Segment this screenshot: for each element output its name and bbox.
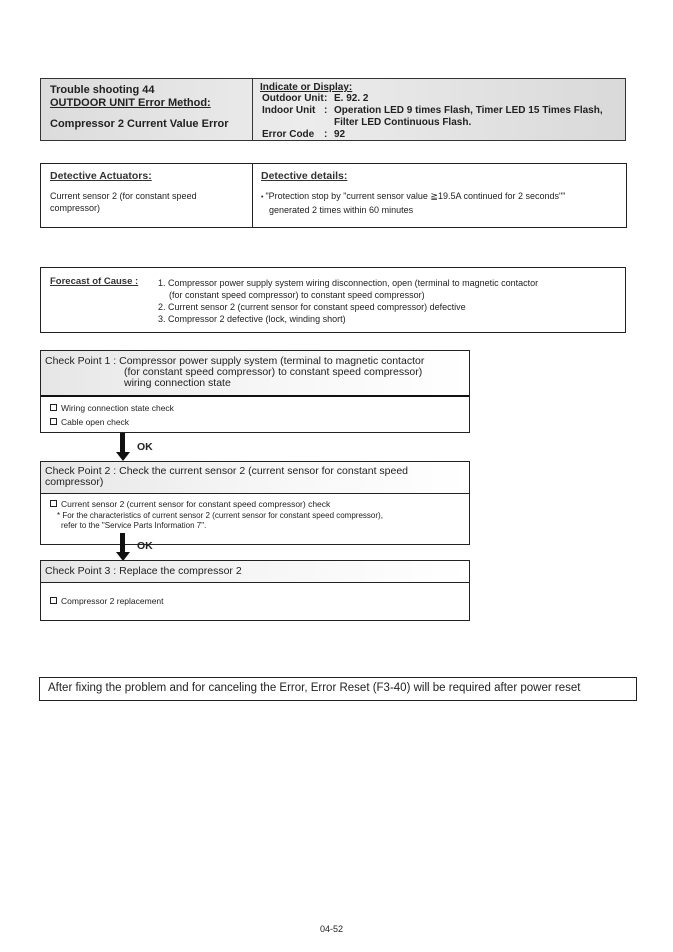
checkbox-icon: [50, 404, 57, 411]
checklist-item: Cable open check: [50, 415, 460, 429]
checkbox-icon: [50, 418, 57, 425]
row-label: Outdoor Unit: [262, 93, 324, 104]
details-cell: [253, 164, 626, 227]
actuators-line: compressor): [50, 203, 101, 213]
actuators-cell: [41, 164, 253, 227]
row-label: Indoor Unit: [262, 105, 316, 116]
cp1-head-line: wiring connection state: [124, 377, 231, 389]
error-name: Compressor 2 Current Value Error: [50, 118, 229, 130]
display-row-error-code: [260, 129, 625, 141]
display-row-indoor-cont: [260, 117, 625, 129]
row-label: [260, 117, 324, 129]
down-arrow-icon: [116, 433, 130, 461]
checkbox-icon: [50, 597, 57, 604]
display-heading: Indicate or Display:: [260, 82, 353, 93]
row-colon: :: [324, 129, 328, 140]
checkbox-icon: [50, 500, 57, 507]
check-point-2-header: Check Point 2 : Check the current sensor 2 (current sensor for constant speed compressor): [41, 462, 469, 494]
detective-box: [40, 163, 627, 228]
row-value: Operation LED 9 times Flash, Timer LED 15 Times Flash,: [334, 105, 603, 116]
forecast-item: 1. Compressor power supply system wiring disconnection, open (terminal to magnetic contactor: [158, 278, 539, 288]
check-point-1: [40, 350, 470, 433]
header-box: [40, 78, 626, 141]
forecast-item: 2. Current sensor 2 (current sensor for constant speed compressor) defective: [158, 302, 466, 312]
forecast-label: Forecast of Cause :: [50, 276, 139, 287]
page-number: 04-52: [320, 924, 344, 934]
checklist-item: Current sensor 2 (current sensor for constant speed compressor) check: [50, 497, 460, 511]
cp1-head-line: Check Point 1 : Compressor power supply system (terminal to magnetic contactor: [45, 355, 425, 367]
flow-ok-label: OK: [137, 540, 153, 552]
forecast-item: 3. Compressor 2 defective (lock, winding short): [158, 314, 346, 324]
row-colon: :: [324, 105, 328, 116]
row-colon: :: [324, 93, 328, 104]
row-value: E. 92. 2: [334, 93, 369, 104]
display-row-indoor: [260, 105, 625, 117]
checklist-item: Compressor 2 replacement: [50, 594, 460, 608]
note-line: * For the characteristics of current sensor 2 (current sensor for constant speed compressor),: [57, 511, 383, 520]
check-point-1-header: [41, 351, 469, 397]
checklist-item: Wiring connection state check: [50, 401, 460, 415]
trouble-title-cell: [41, 79, 253, 140]
check-point-1-body: [41, 397, 469, 432]
flow-ok-label: OK: [137, 441, 153, 453]
details-heading: Detective details:: [261, 170, 348, 182]
details-line: • "Protection stop by "current sensor value ≧19.5A continued for 2 seconds"": [261, 191, 566, 201]
forecast-list: [158, 277, 538, 325]
details-line: generated 2 times within 60 minutes: [269, 205, 414, 215]
check-point-2-body: [41, 494, 469, 544]
forecast-item: (for constant speed compressor) to constant speed compressor): [169, 290, 425, 300]
actuators-heading: Detective Actuators:: [50, 170, 152, 182]
trouble-number: Trouble shooting 44: [50, 84, 155, 96]
cp1-head-line: (for constant speed compressor) to constant speed compressor): [124, 366, 423, 378]
row-colon: [324, 117, 334, 129]
row-label: Error Code: [262, 129, 315, 140]
check-point-3: [40, 560, 470, 621]
note-line: refer to the "Service Parts Information 7".: [61, 521, 207, 530]
check-point-3-header: Check Point 3 : Replace the compressor 2: [41, 561, 469, 583]
check-point-2: [40, 461, 470, 545]
down-arrow-icon: [116, 533, 130, 561]
row-value: Filter LED Continuous Flash.: [334, 117, 472, 128]
display-cell: [253, 79, 625, 140]
check-point-3-body: [41, 583, 469, 620]
error-method-label: OUTDOOR UNIT Error Method:: [50, 97, 211, 109]
display-row-outdoor: [260, 93, 625, 105]
forecast-box: [40, 267, 626, 333]
error-reset-note: After fixing the problem and for canceling the Error, Error Reset (F3-40) will be required after power reset: [39, 677, 637, 701]
actuators-line: Current sensor 2 (for constant speed: [50, 191, 197, 201]
bullet-icon: •: [261, 194, 264, 201]
row-value: 92: [334, 129, 346, 140]
